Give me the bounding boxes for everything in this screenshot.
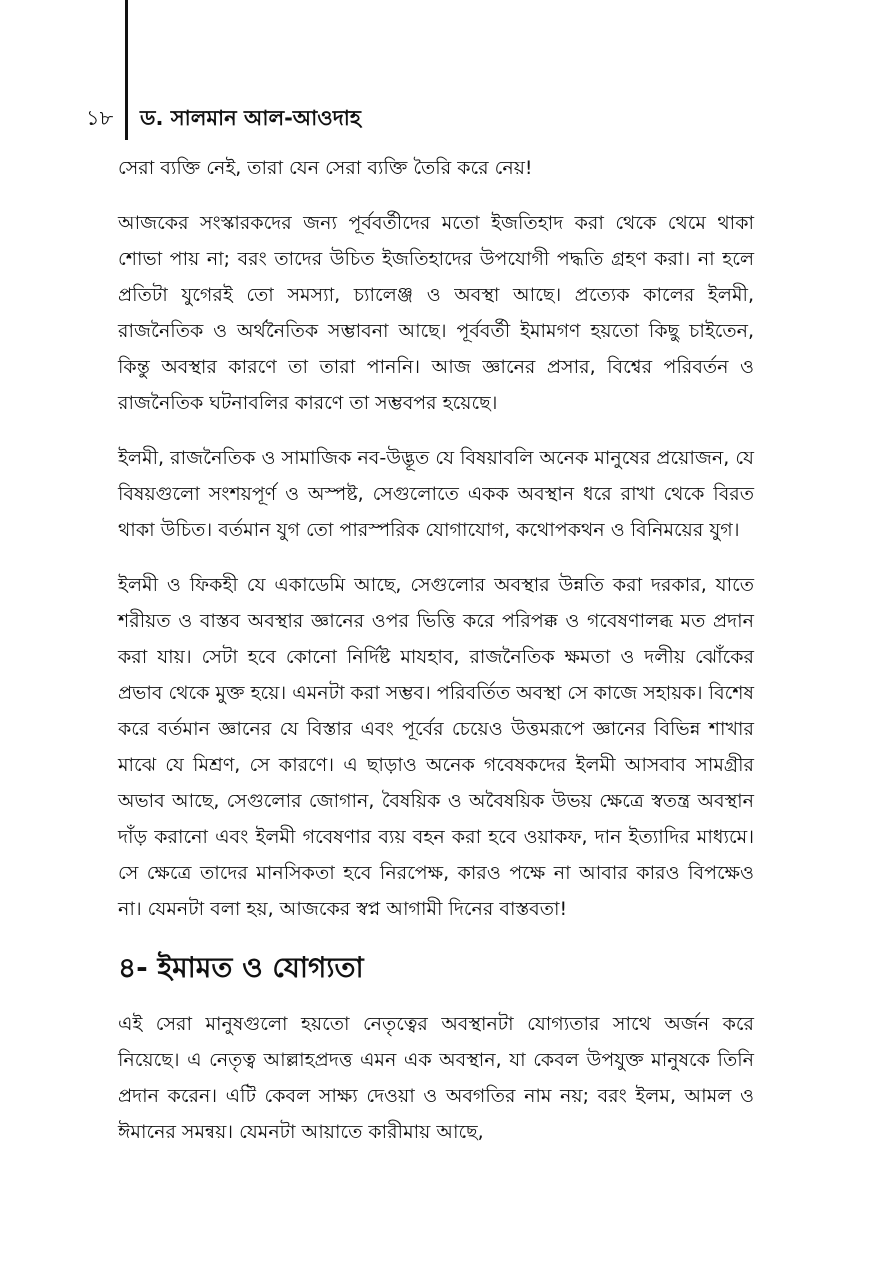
- paragraph-3: ইলমী, রাজনৈতিক ও সামাজিক নব-উদ্ভূত যে বিষয়াবলি অনেক মানুষের প্রয়োজন, যে বিষয়গুলো সংশয়পূর্ণ ও অস্পষ্ট, সেগুলোতে একক অবস্থান ধরে রাখা থেকে বিরত থাকা উচিত। বর্তমান যুগ তো পারস্পরিক যোগাযোগ, কথোপকথন ও বিনিময়ের যুগ।: [118, 447, 754, 541]
- page-number: ১৮: [86, 106, 114, 130]
- running-title: ড. সালমান আল-আওদাহ: [140, 106, 361, 130]
- section-heading: ৪- ইমামত ও যোগ্যতা: [118, 951, 364, 984]
- header-divider-line: [125, 0, 128, 140]
- paragraph-5: এই সেরা মানুষগুলো হয়তো নেতৃত্বের অবস্থানটা যোগ্যতার সাথে অর্জন করে নিয়েছে। এ নেতৃত্ব আল্লাহপ্রদত্ত এমন এক অবস্থান, যা কেবল উপযুক্ত মানুষকে তিনি প্রদান করেন। এটি কেবল সাক্ষ্য দেওয়া ও অবগতির নাম নয়; বরং ইলম, আমল ও ঈমানের সমন্বয়। যেমনটা আয়াতে কারীমায় আছে,: [118, 1013, 754, 1143]
- paragraph-1: সেরা ব্যক্তি নেই, তারা যেন সেরা ব্যক্তি তৈরি করে নেয়!: [118, 157, 533, 179]
- paragraph-4: ইলমী ও ফিকহী যে একাডেমি আছে, সেগুলোর অবস্থার উন্নতি করা দরকার, যাতে শরীয়ত ও বাস্তব অবস্থার জ্ঞানের ওপর ভিত্তি করে পরিপক্ক ও গবেষণালব্ধ মত প্রদান করা যায়। সেটা হবে কোনো নির্দিষ্ট মাযহাব, রাজনৈতিক ক্ষমতা ও দলীয় ঝোঁকের প্রভাব থেকে মুক্ত হয়ে। এমনটা করা সম্ভব। পরিবর্তিত অবস্থা সে কাজে সহায়ক। বিশেষ করে বর্তমান জ্ঞানের যে বিস্তার এবং পূর্বের চেয়েও উত্তমরূপে জ্ঞানের বিভিন্ন শাখার মাঝে যে মিশ্রণ, সে কারণে। এ ছাড়াও অনেক গবেষকদের ইলমী আসবাব সামগ্রীর অভাব আছে, সেগুলোর জোগান, বৈষয়িক ও অবৈষয়িক উভয় ক্ষেত্রে স্বতন্ত্র অবস্থান দাঁড় করানো এবং ইলমী গবেষণার ব্যয় বহন করা হবে ওয়াকফ, দান ইত্যাদির মাধ্যমে। সে ক্ষেত্রে তাদের মানসিকতা হবে নিরপেক্ষ, কারও পক্ষে না আবার কারও বিপক্ষেও না। যেমনটা বলা হয়, আজকের স্বপ্ন আগামী দিনের বাস্তবতা!: [118, 574, 754, 920]
- paragraph-2: আজকের সংস্কারকদের জন্য পূর্ববর্তীদের মতো ইজতিহাদ করা থেকে থেমে থাকা শোভা পায় না; বরং তাদের উচিত ইজতিহাদের উপযোগী পদ্ধতি গ্রহণ করা। না হলে প্রতিটা যুগেরই তো সমস্যা, চ্যালেঞ্জ ও অবস্থা আছে। প্রত্যেক কালের ইলমী, রাজনৈতিক ও অর্থনৈতিক সম্ভাবনা আছে। পূর্ববর্তী ইমামগণ হয়তো কিছু চাইতেন, কিন্তু অবস্থার কারণে তা তারা পাননি। আজ জ্ঞানের প্রসার, বিশ্বের পরিবর্তন ও রাজনৈতিক ঘটনাবলির কারণে তা সম্ভবপর হয়েছে।: [118, 212, 754, 414]
- page-content: [118, 150, 754, 1169]
